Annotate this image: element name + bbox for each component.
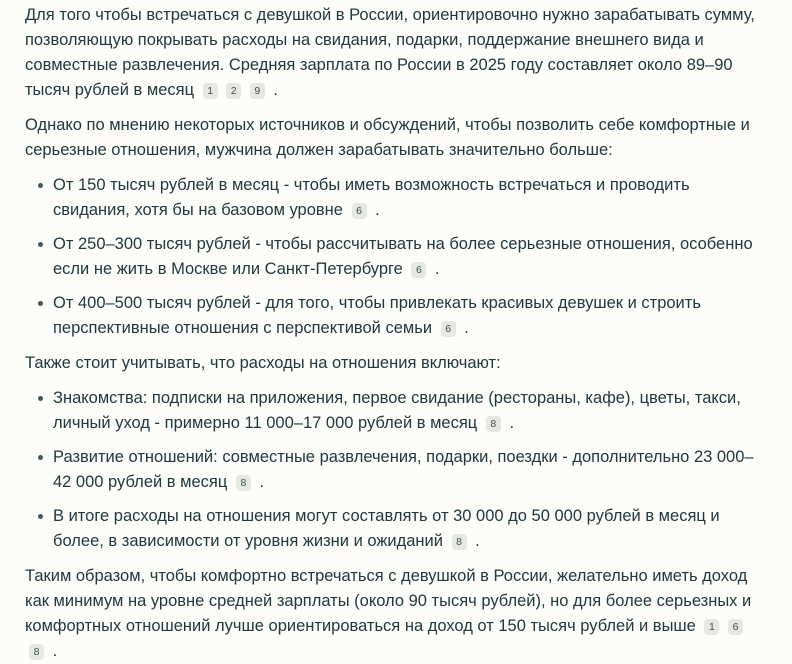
list-item — [25, 291, 766, 341]
citation-badge[interactable]: 6 — [728, 619, 743, 635]
list-item-text: Знакомства: подписки на приложения, первое свидание (рестораны, кафе), цветы, такси, личный уход - примерно 11 000–17 000 рублей в месяц — [53, 389, 741, 432]
intro-paragraph — [25, 3, 766, 103]
citation-badge[interactable]: 8 — [236, 475, 251, 491]
list-item-text: Развитие отношений: совместные развлечения, подарки, поездки - дополнительно 23 000–42 000 рублей в месяц — [53, 448, 754, 491]
answer-body — [25, 3, 766, 664]
citation-badge[interactable]: 8 — [29, 644, 44, 660]
list-item — [25, 504, 766, 554]
sentence-period: . — [509, 414, 515, 432]
citation-badge[interactable]: 9 — [250, 83, 265, 99]
list-item — [25, 386, 766, 436]
conclusion-paragraph — [25, 564, 766, 664]
however-paragraph — [25, 113, 766, 163]
sentence-period: . — [435, 260, 440, 278]
citation-badge[interactable]: 6 — [441, 321, 456, 337]
citation-badge[interactable]: 1 — [704, 619, 719, 635]
citation-badge[interactable]: 8 — [486, 416, 501, 432]
expenses-list — [25, 386, 766, 554]
sentence-period: . — [52, 642, 58, 660]
sentence-period: . — [464, 319, 469, 337]
citation-badge[interactable]: 1 — [203, 83, 218, 99]
sentence-period: . — [375, 201, 380, 219]
citation-badge[interactable]: 6 — [411, 262, 426, 278]
paragraph-text: Для того чтобы встречаться с девушкой в России, ориентировочно нужно зарабатывать сумму, позволяющую покрывать расходы на свидания, подарки, поддержание внешнего вида и совместные развлечения. Средняя зарплата по России в 2025 году составляет около 89–90 тысяч рублей в месяц — [25, 6, 755, 99]
paragraph-text: Таким образом, чтобы комфортно встречаться с девушкой в России, желательно иметь доход как минимум на уровне средней зарплаты (около 90 тысяч рублей), но для более серьезных и комфортных отношений лучше ориентироваться на доход от 150 тысяч рублей и выше — [25, 567, 752, 635]
list-item — [25, 173, 766, 223]
paragraph-text: Также стоит учитывать, что расходы на отношения включают: — [25, 354, 501, 372]
bullet-icon — [38, 396, 43, 401]
bullet-icon — [38, 183, 43, 188]
sentence-period: . — [259, 473, 265, 491]
list-item-text: От 400–500 тысяч рублей - для того, чтобы привлекать красивых девушек и строить перспективные отношения с перспективой семьи — [53, 294, 701, 337]
expenses-intro-paragraph — [25, 351, 766, 376]
citation-badge[interactable]: 6 — [352, 203, 367, 219]
citation-badge[interactable]: 8 — [452, 534, 467, 550]
list-item-text: От 150 тысяч рублей в месяц - чтобы иметь возможность встречаться и проводить свидания, хотя бы на базовом уровне — [53, 176, 690, 219]
bullet-icon — [38, 455, 43, 460]
citation-badge[interactable]: 2 — [226, 83, 241, 99]
list-item-text: От 250–300 тысяч рублей - чтобы рассчитывать на более серьезные отношения, особенно если не жить в Москве или Санкт-Петербурге — [53, 235, 753, 278]
bullet-icon — [38, 301, 43, 306]
list-item — [25, 445, 766, 495]
sentence-period: . — [475, 532, 480, 550]
income-levels-list — [25, 173, 766, 341]
list-item-text: В итоге расходы на отношения могут составлять от 30 000 до 50 000 рублей в месяц и более, в зависимости от уровня жизни и ожиданий — [53, 507, 720, 550]
paragraph-text: Однако по мнению некоторых источников и обсуждений, чтобы позволить себе комфортные и серьезные отношения, мужчина должен зарабатывать значительно больше: — [25, 116, 750, 159]
bullet-icon — [38, 514, 43, 519]
list-item — [25, 232, 766, 282]
bullet-icon — [38, 242, 43, 247]
sentence-period: . — [273, 81, 278, 99]
